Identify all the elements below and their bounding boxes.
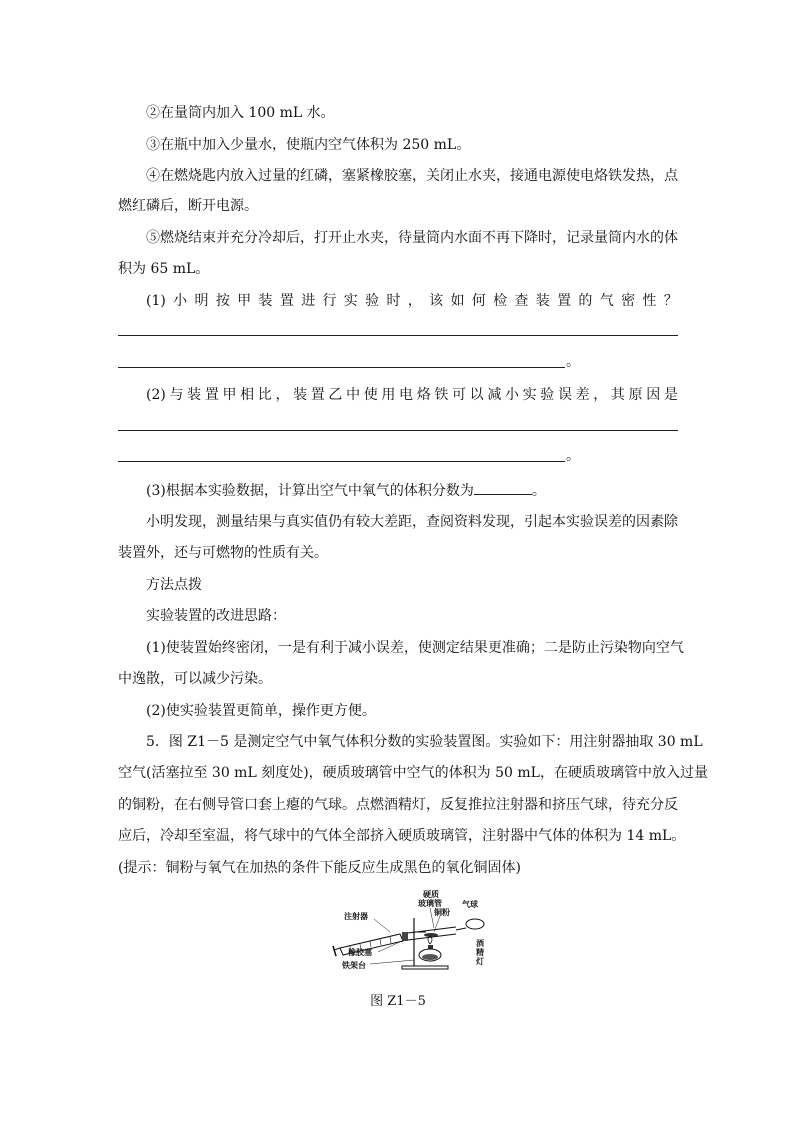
step-5-line-1: ⑤燃烧结束并充分冷却后，打开止水夹，待量筒内水面不再下降时，记录量筒内水的体	[146, 230, 678, 246]
question-2-glyph: 差	[575, 387, 590, 403]
glass-tube-drawing	[408, 927, 466, 940]
discovery-line-2: 装置外，还与可燃物的性质有关。	[118, 545, 328, 561]
alcohol-lamp-drawing	[419, 936, 441, 961]
question-2-glyph: 其	[610, 387, 625, 403]
question-1-glyph: 实	[343, 293, 358, 309]
question-2-glyph: 原	[628, 387, 643, 403]
question-2-glyph: 电	[399, 387, 414, 403]
question-2-glyph: 装	[293, 387, 308, 403]
label-stand: 铁架台	[342, 961, 366, 970]
step-4-line-1: ④在燃烧匙内放入过量的红磷，塞紧橡胶塞，关闭止水夹，接通电源使电烙铁发热，点	[146, 168, 678, 184]
figure-caption: 图 Z1－5	[370, 994, 426, 1009]
question-2-glyph: 是	[663, 387, 678, 403]
question-1-glyph: 置	[279, 293, 294, 309]
question-1-glyph: 装	[535, 293, 550, 309]
apparatus-figure	[330, 888, 490, 978]
answer-line-q2-1[interactable]	[118, 430, 678, 431]
question-2	[146, 387, 678, 403]
question-1-glyph: 行	[322, 293, 337, 309]
method-point-1-line-2: 中逸散，可以减少污染。	[118, 671, 272, 687]
question-1-glyph: 进	[301, 293, 316, 309]
question-2-glyph: 装	[187, 387, 202, 403]
question-2-glyph: 实	[522, 387, 537, 403]
problem-5-line-3: 的铜粉，在右侧导管口套上瘪的气球。点燃酒精灯，反复推拉注射器和挤压气球，待充分反	[118, 797, 678, 813]
question-3-end: 。	[531, 483, 546, 499]
question-1-glyph: 密	[621, 293, 636, 309]
step-4-line-2: 燃红磷后，断开电源。	[118, 198, 258, 214]
question-1-glyph: (1)	[146, 293, 166, 309]
question-2-glyph: 误	[557, 387, 572, 403]
question-2-glyph: 甲	[222, 387, 237, 403]
question-1-glyph: ，	[407, 293, 422, 309]
label-stopper: 橡胶塞	[348, 948, 372, 957]
question-2-glyph: 验	[540, 387, 555, 403]
question-2-glyph: 烙	[416, 387, 431, 403]
label-lamp-2: 精	[476, 948, 484, 957]
problem-5-line-2: 空气(活塞拉至 30 mL 刻度处)，硬质玻璃管中空气的体积为 50 mL，在硬质玻璃管中放入过量	[118, 765, 708, 781]
problem-5-line-5: (提示：铜粉与氧气在加热的条件下能反应生成黑色的氧化铜固体)	[118, 860, 521, 876]
iron-stand-drawing	[402, 918, 448, 969]
question-2-glyph: 相	[240, 387, 255, 403]
label-hard-glass-2: 玻璃管	[418, 899, 442, 908]
label-lamp-3: 灯	[476, 957, 484, 966]
problem-5-line-1: 5．图 Z1－5 是测定空气中氧气体积分数的实验装置图。实验如下：用注射器抽取 30 mL	[146, 734, 703, 750]
question-2-glyph: 与	[169, 387, 184, 403]
question-1-glyph: 该	[429, 293, 444, 309]
label-hard-glass-1: 硬质	[423, 890, 439, 899]
question-3-text: (3)根据本实验数据，计算出空气中氧气的体积分数为	[146, 483, 474, 499]
question-2-glyph: 置	[204, 387, 219, 403]
question-2-glyph: 铁	[434, 387, 449, 403]
question-2-glyph: 乙	[328, 387, 343, 403]
label-copper: 铜粉	[434, 908, 450, 917]
answer-blank-q3[interactable]	[474, 482, 532, 495]
question-2-glyph: 中	[346, 387, 361, 403]
step-5-line-2: 积为 65 mL。	[118, 261, 210, 277]
question-2-glyph: 小	[504, 387, 519, 403]
question-1-glyph: 的	[578, 293, 593, 309]
question-1-glyph: 气	[599, 293, 614, 309]
label-lamp-1: 酒	[476, 939, 484, 948]
problem-5-line-4: 应后，冷却至室温，将气球中的气体全部挤入硬质玻璃管，注射器中气体的体积为 14 mL。	[118, 828, 686, 844]
method-point-1-line-1: (1)使装置始终密闭，一是有利于减小误差，使测定结果更准确；二是防止污染物向空气	[146, 640, 684, 656]
question-1-glyph: 时	[386, 293, 401, 309]
answer-line-q1-1[interactable]	[118, 335, 678, 336]
question-2-glyph: ，	[275, 387, 290, 403]
question-2-glyph: 可	[452, 387, 466, 403]
answer-line-q1-2[interactable]	[118, 367, 565, 368]
discovery-line-1: 小明发现，测量结果与真实值仍有较大差距，查阅资料发现，引起本实验误差的因素除	[146, 514, 678, 530]
rubber-stopper-drawing	[402, 932, 408, 941]
step-2: ②在量筒内加入 100 mL 水。	[146, 105, 335, 121]
question-2-glyph: 置	[310, 387, 325, 403]
question-1-end: 。	[566, 354, 580, 370]
question-1-glyph: 检	[493, 293, 508, 309]
question-1-glyph: 查	[514, 293, 529, 309]
method-point-2: (2)使实验装置更简单，操作更方便。	[146, 703, 376, 719]
balloon-drawing	[466, 919, 484, 929]
question-1-glyph: 明	[194, 293, 209, 309]
question-2-glyph: (2)	[146, 387, 166, 403]
question-1-glyph: 性	[642, 293, 657, 309]
question-2-glyph: 以	[469, 387, 484, 403]
question-2-glyph: 使	[363, 387, 378, 403]
question-2-glyph: 比	[257, 387, 272, 403]
question-1-glyph: 如	[450, 293, 465, 309]
question-2-glyph: ，	[593, 387, 608, 403]
method-heading: 方法点拨	[146, 577, 202, 593]
answer-line-q2-2[interactable]	[118, 461, 565, 462]
question-3	[146, 482, 678, 499]
question-2-end: 。	[566, 448, 580, 464]
label-syringe: 注射器	[344, 912, 368, 921]
question-1-glyph: 按	[215, 293, 230, 309]
question-2-glyph: 因	[646, 387, 661, 403]
question-1	[146, 293, 678, 309]
label-balloon: 气球	[462, 900, 478, 909]
question-2-glyph: 减	[487, 387, 502, 403]
question-1-glyph: 验	[365, 293, 380, 309]
question-1-glyph: 置	[557, 293, 572, 309]
question-2-glyph: 用	[381, 387, 396, 403]
question-1-glyph: 何	[471, 293, 486, 309]
step-3: ③在瓶中加入少量水，使瓶内空气体积为 250 mL。	[146, 137, 471, 153]
question-1-glyph: 小	[173, 293, 188, 309]
question-1-glyph: 甲	[237, 293, 252, 309]
question-1-glyph: ？	[663, 293, 678, 309]
method-subheading: 实验装置的改进思路：	[146, 608, 286, 624]
question-1-glyph: 装	[258, 293, 273, 309]
